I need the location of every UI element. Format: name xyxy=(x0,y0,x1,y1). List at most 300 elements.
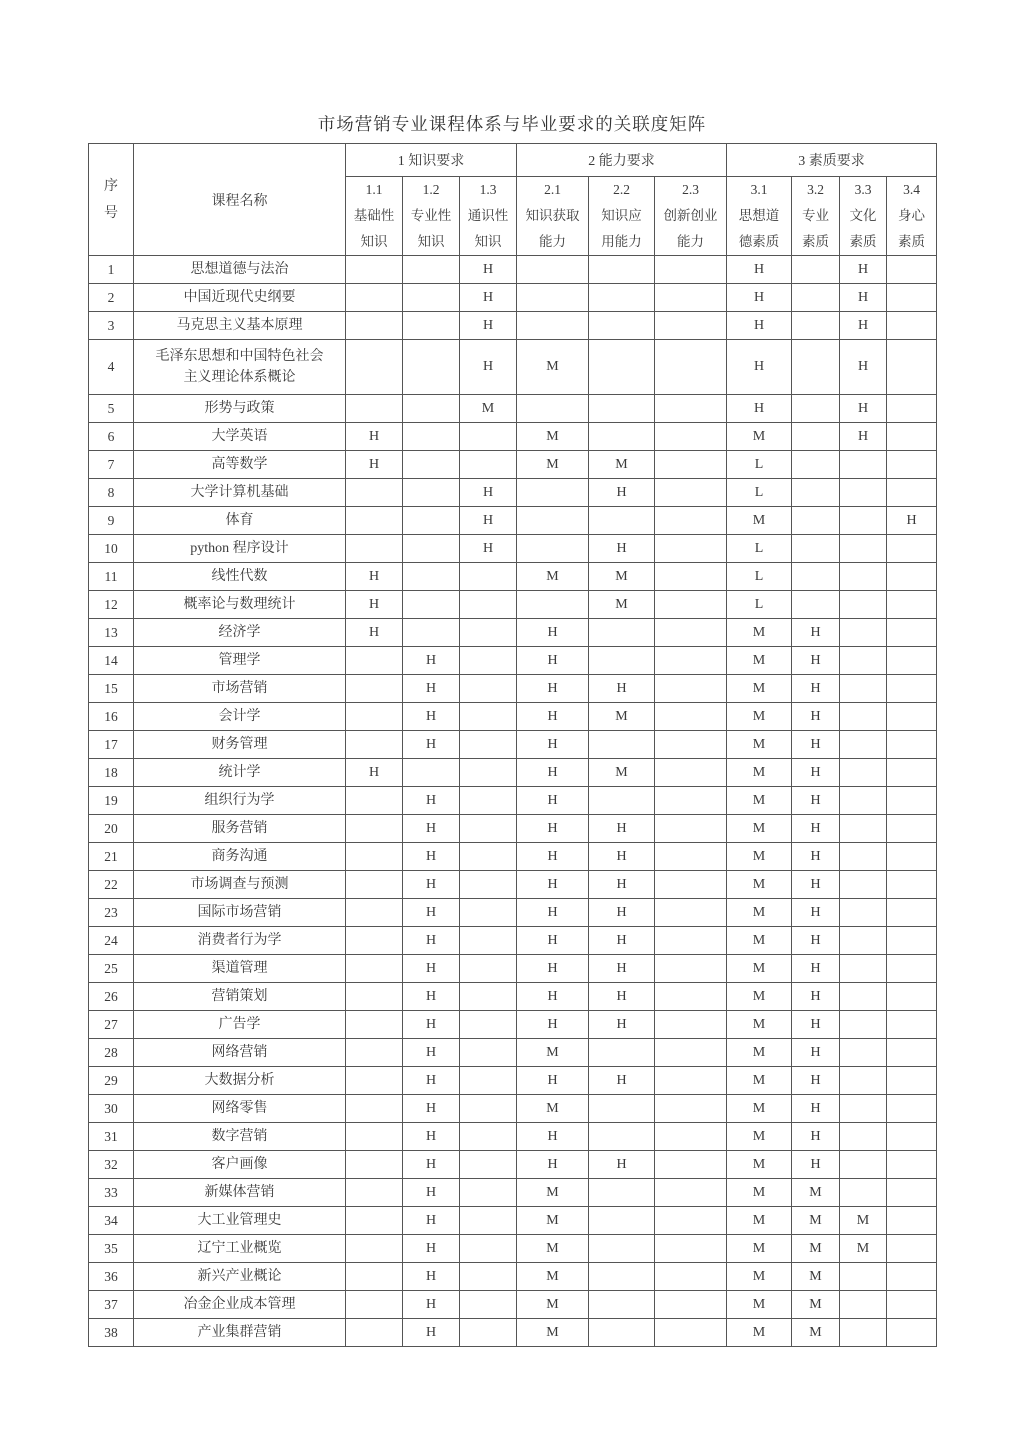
course-name: 高等数学 xyxy=(134,451,346,479)
relevance-cell xyxy=(792,423,840,451)
relevance-cell xyxy=(655,1095,727,1123)
relevance-cell: H xyxy=(346,563,403,591)
relevance-cell xyxy=(655,1151,727,1179)
relevance-cell: M xyxy=(727,927,792,955)
relevance-cell xyxy=(655,1011,727,1039)
relevance-cell xyxy=(460,899,517,927)
relevance-cell xyxy=(887,815,937,843)
col-header-index xyxy=(89,144,134,256)
relevance-cell xyxy=(460,1011,517,1039)
relevance-cell xyxy=(887,535,937,563)
relevance-cell: H xyxy=(589,1151,655,1179)
table-row xyxy=(89,312,937,340)
relevance-cell: H xyxy=(403,1011,460,1039)
relevance-cell: M xyxy=(727,1067,792,1095)
relevance-cell xyxy=(887,675,937,703)
relevance-cell xyxy=(655,1291,727,1319)
table-row xyxy=(89,759,937,787)
relevance-cell xyxy=(346,1235,403,1263)
relevance-cell xyxy=(655,591,727,619)
relevance-cell: H xyxy=(403,787,460,815)
relevance-cell xyxy=(655,1235,727,1263)
relevance-cell: H xyxy=(517,759,589,787)
relevance-cell xyxy=(655,675,727,703)
relevance-cell xyxy=(887,340,937,395)
relevance-cell xyxy=(460,1123,517,1151)
relevance-cell xyxy=(346,312,403,340)
relevance-cell: M xyxy=(727,843,792,871)
course-name: 大学英语 xyxy=(134,423,346,451)
relevance-cell: M xyxy=(727,1291,792,1319)
relevance-cell: M xyxy=(727,1123,792,1151)
col-name-1-2: 专业性知识 xyxy=(410,208,452,249)
table-row xyxy=(89,899,937,927)
table-row xyxy=(89,871,937,899)
relevance-cell: H xyxy=(887,507,937,535)
relevance-cell: H xyxy=(403,1123,460,1151)
row-number: 20 xyxy=(89,815,134,843)
course-name: 会计学 xyxy=(134,703,346,731)
relevance-cell xyxy=(346,787,403,815)
relevance-cell xyxy=(460,451,517,479)
relevance-cell: M xyxy=(727,1011,792,1039)
course-name: 数字营销 xyxy=(134,1123,346,1151)
relevance-cell: H xyxy=(403,983,460,1011)
relevance-cell: H xyxy=(840,395,887,423)
relevance-cell xyxy=(655,284,727,312)
relevance-cell: H xyxy=(792,843,840,871)
row-number: 33 xyxy=(89,1179,134,1207)
relevance-cell: H xyxy=(517,619,589,647)
relevance-cell xyxy=(792,312,840,340)
row-number: 38 xyxy=(89,1319,134,1347)
relevance-cell xyxy=(346,535,403,563)
relevance-cell: M xyxy=(517,423,589,451)
course-name: 管理学 xyxy=(134,647,346,675)
relevance-cell xyxy=(887,927,937,955)
row-number: 37 xyxy=(89,1291,134,1319)
relevance-cell xyxy=(887,647,937,675)
table-row xyxy=(89,843,937,871)
col-name-2-1: 知识获取能力 xyxy=(525,208,580,249)
course-name: 商务沟通 xyxy=(134,843,346,871)
relevance-cell: M xyxy=(517,340,589,395)
relevance-cell: M xyxy=(727,1235,792,1263)
relevance-cell xyxy=(840,675,887,703)
relevance-cell: H xyxy=(589,675,655,703)
relevance-cell: H xyxy=(792,927,840,955)
col-header-course: 课程名称 xyxy=(134,144,346,256)
relevance-cell: H xyxy=(403,1235,460,1263)
relevance-cell: L xyxy=(727,451,792,479)
relevance-cell xyxy=(403,312,460,340)
relevance-cell xyxy=(346,871,403,899)
relevance-cell xyxy=(887,1011,937,1039)
relevance-cell xyxy=(403,256,460,284)
course-matrix-table xyxy=(88,143,937,1347)
relevance-cell xyxy=(840,703,887,731)
row-number: 32 xyxy=(89,1151,134,1179)
relevance-cell xyxy=(589,619,655,647)
relevance-cell xyxy=(460,423,517,451)
relevance-cell: M xyxy=(727,731,792,759)
row-number: 35 xyxy=(89,1235,134,1263)
relevance-cell: H xyxy=(403,1179,460,1207)
relevance-cell xyxy=(403,451,460,479)
relevance-cell: H xyxy=(403,703,460,731)
relevance-cell xyxy=(460,1151,517,1179)
relevance-cell xyxy=(346,1123,403,1151)
relevance-cell: H xyxy=(460,535,517,563)
relevance-cell xyxy=(887,1179,937,1207)
relevance-cell xyxy=(655,507,727,535)
relevance-cell: M xyxy=(727,675,792,703)
col-code-2-1: 2.1 xyxy=(544,182,561,197)
course-name: 思想道德与法治 xyxy=(134,256,346,284)
relevance-cell xyxy=(887,955,937,983)
relevance-cell xyxy=(655,451,727,479)
relevance-cell xyxy=(346,507,403,535)
relevance-cell: M xyxy=(589,703,655,731)
relevance-cell xyxy=(887,284,937,312)
table-row xyxy=(89,535,937,563)
relevance-cell: H xyxy=(460,479,517,507)
relevance-cell xyxy=(792,395,840,423)
relevance-cell: M xyxy=(792,1291,840,1319)
col-code-1-3: 1.3 xyxy=(479,182,497,197)
group-header-ability: 2 能力要求 xyxy=(517,144,727,177)
relevance-cell xyxy=(887,703,937,731)
relevance-cell xyxy=(346,395,403,423)
table-row xyxy=(89,1067,937,1095)
relevance-cell xyxy=(346,675,403,703)
col-code-3-2: 3.2 xyxy=(807,182,824,197)
relevance-cell: H xyxy=(727,256,792,284)
table-row xyxy=(89,955,937,983)
relevance-cell xyxy=(589,1095,655,1123)
col-code-1-2: 1.2 xyxy=(422,182,440,197)
relevance-cell: M xyxy=(727,983,792,1011)
row-number: 22 xyxy=(89,871,134,899)
relevance-cell: L xyxy=(727,535,792,563)
col-header-3-4 xyxy=(887,177,937,256)
relevance-cell: H xyxy=(589,955,655,983)
relevance-cell xyxy=(840,1067,887,1095)
row-number: 8 xyxy=(89,479,134,507)
relevance-cell xyxy=(887,1291,937,1319)
table-row xyxy=(89,1179,937,1207)
relevance-cell: H xyxy=(517,927,589,955)
relevance-cell xyxy=(517,312,589,340)
relevance-cell: H xyxy=(517,647,589,675)
table-row xyxy=(89,563,937,591)
table-row xyxy=(89,256,937,284)
relevance-cell xyxy=(655,1067,727,1095)
relevance-cell: L xyxy=(727,479,792,507)
relevance-cell: H xyxy=(840,340,887,395)
relevance-cell xyxy=(655,1207,727,1235)
relevance-cell: M xyxy=(727,1319,792,1347)
relevance-cell xyxy=(589,1263,655,1291)
relevance-cell xyxy=(346,983,403,1011)
relevance-cell xyxy=(589,1179,655,1207)
relevance-cell xyxy=(655,312,727,340)
relevance-cell: M xyxy=(517,451,589,479)
relevance-cell xyxy=(589,1291,655,1319)
relevance-cell: L xyxy=(727,563,792,591)
relevance-cell: H xyxy=(727,395,792,423)
relevance-cell: H xyxy=(517,1123,589,1151)
relevance-cell xyxy=(655,983,727,1011)
relevance-cell: H xyxy=(517,955,589,983)
relevance-cell xyxy=(840,899,887,927)
course-name: 营销策划 xyxy=(134,983,346,1011)
relevance-cell xyxy=(589,340,655,395)
relevance-cell: H xyxy=(840,312,887,340)
row-number: 15 xyxy=(89,675,134,703)
col-header-3-3 xyxy=(840,177,887,256)
relevance-cell xyxy=(460,1207,517,1235)
relevance-cell xyxy=(346,1011,403,1039)
relevance-cell xyxy=(460,927,517,955)
relevance-cell: H xyxy=(346,451,403,479)
relevance-cell: M xyxy=(517,1095,589,1123)
relevance-cell xyxy=(655,1123,727,1151)
relevance-cell xyxy=(887,256,937,284)
relevance-cell: H xyxy=(727,312,792,340)
row-number: 25 xyxy=(89,955,134,983)
row-number: 1 xyxy=(89,256,134,284)
relevance-cell: M xyxy=(727,1151,792,1179)
table-row xyxy=(89,1151,937,1179)
col-header-2-3 xyxy=(655,177,727,256)
relevance-cell xyxy=(655,1263,727,1291)
relevance-cell xyxy=(840,843,887,871)
relevance-cell: H xyxy=(727,340,792,395)
relevance-cell: M xyxy=(792,1263,840,1291)
relevance-cell xyxy=(589,1039,655,1067)
row-number: 6 xyxy=(89,423,134,451)
relevance-cell: M xyxy=(727,423,792,451)
relevance-cell: H xyxy=(517,1151,589,1179)
table-row xyxy=(89,451,937,479)
col-code-3-3: 3.3 xyxy=(854,182,872,197)
relevance-cell xyxy=(460,1291,517,1319)
course-name: 中国近现代史纲要 xyxy=(134,284,346,312)
relevance-cell: M xyxy=(727,1263,792,1291)
relevance-cell xyxy=(840,815,887,843)
row-number: 29 xyxy=(89,1067,134,1095)
relevance-cell: M xyxy=(517,1291,589,1319)
relevance-cell xyxy=(887,1207,937,1235)
relevance-cell xyxy=(887,787,937,815)
course-name: 毛泽东思想和中国特色社会主义理论体系概论 xyxy=(134,340,346,395)
relevance-cell xyxy=(655,563,727,591)
relevance-cell xyxy=(840,1291,887,1319)
relevance-cell: H xyxy=(589,871,655,899)
relevance-cell xyxy=(346,1319,403,1347)
relevance-cell: H xyxy=(517,843,589,871)
relevance-cell: H xyxy=(517,871,589,899)
relevance-cell xyxy=(589,312,655,340)
relevance-cell: H xyxy=(792,1011,840,1039)
table-row xyxy=(89,1039,937,1067)
relevance-cell xyxy=(887,451,937,479)
relevance-cell xyxy=(460,955,517,983)
col-code-3-1: 3.1 xyxy=(750,182,768,197)
relevance-cell xyxy=(346,1067,403,1095)
relevance-cell xyxy=(840,1123,887,1151)
relevance-cell xyxy=(840,1263,887,1291)
relevance-cell xyxy=(589,256,655,284)
row-number: 14 xyxy=(89,647,134,675)
col-header-1-2 xyxy=(403,177,460,256)
relevance-cell: H xyxy=(460,256,517,284)
course-name: 概率论与数理统计 xyxy=(134,591,346,619)
relevance-cell xyxy=(887,591,937,619)
row-number: 28 xyxy=(89,1039,134,1067)
relevance-cell xyxy=(887,423,937,451)
relevance-cell: M xyxy=(589,563,655,591)
relevance-cell xyxy=(840,871,887,899)
col-code-2-2: 2.2 xyxy=(613,182,630,197)
row-number: 13 xyxy=(89,619,134,647)
relevance-cell xyxy=(346,731,403,759)
relevance-cell xyxy=(403,423,460,451)
relevance-cell xyxy=(655,479,727,507)
course-name: python 程序设计 xyxy=(134,535,346,563)
relevance-cell: H xyxy=(792,1151,840,1179)
course-name: 网络营销 xyxy=(134,1039,346,1067)
relevance-cell xyxy=(346,284,403,312)
course-name: 大学计算机基础 xyxy=(134,479,346,507)
relevance-cell: H xyxy=(460,507,517,535)
relevance-cell xyxy=(840,535,887,563)
relevance-cell xyxy=(346,340,403,395)
relevance-cell: H xyxy=(840,284,887,312)
relevance-cell: M xyxy=(517,1179,589,1207)
relevance-cell: H xyxy=(792,619,840,647)
relevance-cell xyxy=(840,1011,887,1039)
relevance-cell xyxy=(655,899,727,927)
relevance-cell xyxy=(589,284,655,312)
relevance-cell: M xyxy=(840,1207,887,1235)
relevance-cell: M xyxy=(727,507,792,535)
course-name: 市场营销 xyxy=(134,675,346,703)
col-header-index-label: 序号 xyxy=(103,178,118,221)
relevance-cell: H xyxy=(589,815,655,843)
relevance-cell xyxy=(346,815,403,843)
relevance-cell: H xyxy=(792,731,840,759)
table-row xyxy=(89,675,937,703)
row-number: 18 xyxy=(89,759,134,787)
relevance-cell xyxy=(403,535,460,563)
relevance-cell xyxy=(346,1207,403,1235)
relevance-cell: M xyxy=(792,1319,840,1347)
course-name: 马克思主义基本原理 xyxy=(134,312,346,340)
relevance-cell: M xyxy=(727,759,792,787)
relevance-cell xyxy=(655,423,727,451)
relevance-cell xyxy=(887,312,937,340)
relevance-cell: H xyxy=(517,731,589,759)
relevance-cell xyxy=(887,1151,937,1179)
relevance-cell xyxy=(840,759,887,787)
relevance-cell xyxy=(887,1067,937,1095)
relevance-cell xyxy=(792,479,840,507)
relevance-cell: H xyxy=(346,591,403,619)
col-name-2-2: 知识应用能力 xyxy=(601,208,642,249)
relevance-cell xyxy=(887,899,937,927)
col-header-1-1 xyxy=(346,177,403,256)
page-title: 市场营销专业课程体系与毕业要求的关联度矩阵 xyxy=(317,114,707,134)
relevance-cell xyxy=(655,871,727,899)
relevance-cell: M xyxy=(517,1263,589,1291)
relevance-cell: H xyxy=(792,871,840,899)
relevance-cell xyxy=(460,759,517,787)
col-code-2-3: 2.3 xyxy=(682,182,699,197)
relevance-cell xyxy=(517,284,589,312)
table-row xyxy=(89,1123,937,1151)
relevance-cell xyxy=(840,927,887,955)
relevance-cell xyxy=(460,1235,517,1263)
course-name: 网络零售 xyxy=(134,1095,346,1123)
course-name: 新媒体营销 xyxy=(134,1179,346,1207)
relevance-cell xyxy=(887,563,937,591)
relevance-cell xyxy=(346,1179,403,1207)
relevance-cell: L xyxy=(727,591,792,619)
relevance-cell xyxy=(655,395,727,423)
relevance-cell: H xyxy=(403,843,460,871)
relevance-cell: H xyxy=(589,899,655,927)
relevance-cell xyxy=(887,983,937,1011)
relevance-cell: H xyxy=(589,927,655,955)
row-number: 23 xyxy=(89,899,134,927)
relevance-cell xyxy=(346,927,403,955)
course-name: 产业集群营销 xyxy=(134,1319,346,1347)
relevance-cell: H xyxy=(403,731,460,759)
table-row xyxy=(89,284,937,312)
relevance-cell: M xyxy=(517,563,589,591)
relevance-cell xyxy=(840,619,887,647)
col-header-3-2 xyxy=(792,177,840,256)
table-row xyxy=(89,340,937,395)
relevance-cell xyxy=(655,1039,727,1067)
row-number: 24 xyxy=(89,927,134,955)
col-header-1-3 xyxy=(460,177,517,256)
relevance-cell: H xyxy=(403,955,460,983)
table-row xyxy=(89,1263,937,1291)
relevance-cell xyxy=(655,256,727,284)
relevance-cell: H xyxy=(403,1263,460,1291)
course-name: 组织行为学 xyxy=(134,787,346,815)
relevance-cell: H xyxy=(840,256,887,284)
table-row xyxy=(89,395,937,423)
relevance-cell xyxy=(460,815,517,843)
relevance-cell xyxy=(589,1235,655,1263)
course-name: 客户画像 xyxy=(134,1151,346,1179)
row-number: 11 xyxy=(89,563,134,591)
relevance-cell xyxy=(655,619,727,647)
row-number: 34 xyxy=(89,1207,134,1235)
relevance-cell: H xyxy=(589,1067,655,1095)
table-row xyxy=(89,1291,937,1319)
relevance-cell xyxy=(840,955,887,983)
relevance-cell: M xyxy=(589,591,655,619)
relevance-cell: H xyxy=(346,759,403,787)
relevance-cell xyxy=(840,983,887,1011)
row-number: 30 xyxy=(89,1095,134,1123)
relevance-cell xyxy=(792,451,840,479)
